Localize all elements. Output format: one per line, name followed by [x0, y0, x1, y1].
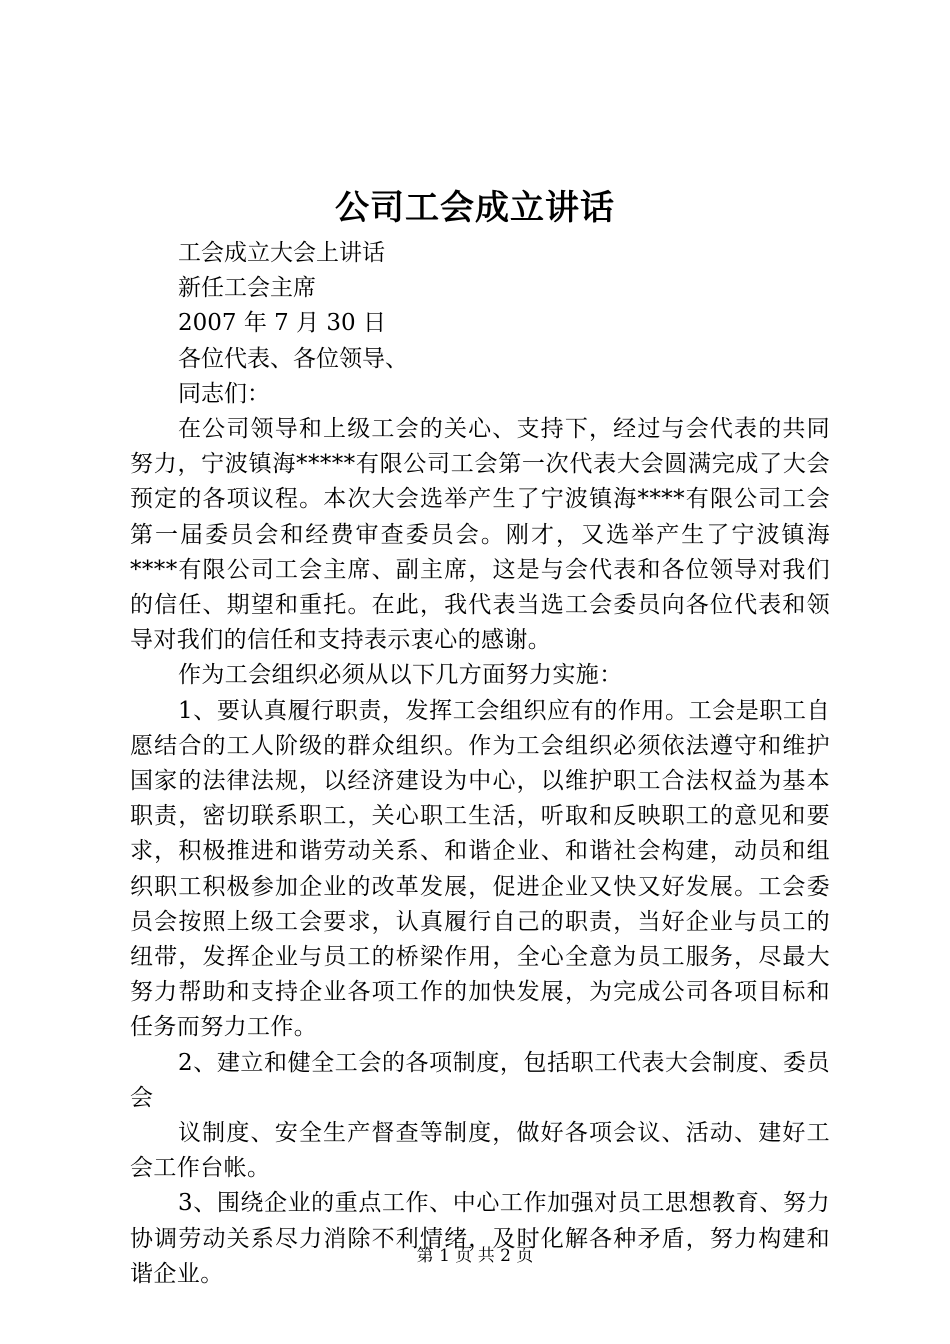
- paragraph-opening: 在公司领导和上级工会的关心、支持下，经过与会代表的共同努力，宁波镇海*****有限公司工会第一次代表大会圆满完成了大会预定的各项议程。本次大会选举产生了宁波镇海****有限公司工会第一届委员会和经费审查委员会。刚才，又选举产生了宁波镇海****有限公司工会主席、副主席，这是与会代表和各位领导对我们的信任、期望和重托。在此，我代表当选工会委员向各位代表和领导对我们的信任和支持表示衷心的感谢。: [130, 416, 830, 654]
- paragraph-intro-points: 作为工会组织必须从以下几方面努力实施：: [178, 662, 623, 689]
- paragraph-point-2: 2、建立和健全工会的各项制度，包括职工代表大会制度、委员会: [130, 1049, 830, 1111]
- paragraph-point-1: 1、要认真履行职责，发挥工会组织应有的作用。工会是职工自愿结合的工人阶级的群众组织。作为工会组织必须依法遵守和维护国家的法律法规，以经济建设为中心，以维护职工合法权益为基本职责，密切联系职工，关心职工生活，听取和反映职工的意见和要求，积极推进和谐劳动关系、和谐企业、和谐社会构建，动员和组织职工积极参加企业的改革发展，促进企业又快又好发展。工会委员会按照上级工会要求，认真履行自己的职责，当好企业与员工的纽带，发挥企业与员工的桥梁作用，全心全意为员工服务，尽最大努力帮助和支持企业各项工作的加快发展，为完成公司各项目标和任务而努力工作。: [130, 697, 830, 1041]
- page-footer: 第 1 页 共 2 页: [416, 1246, 534, 1266]
- paragraph-point-2-continued: 议制度、安全生产督查等制度，做好各项会议、活动、建好工会工作台帐。: [130, 1120, 830, 1182]
- paragraph-point-3: 3、围绕企业的重点工作、中心工作加强对员工思想教育、努力协调劳动关系尽力消除不利情绪，及时化解各种矛盾，努力构建和谐企业。: [130, 1190, 830, 1287]
- document-title: 公司工会成立讲话: [335, 188, 615, 228]
- header-line-comrades: 同志们：: [178, 380, 270, 407]
- header-line-salutation: 各位代表、各位领导、: [178, 345, 408, 372]
- header-line-date: 2007 年 7 月 30 日: [178, 310, 386, 337]
- header-line-meeting: 工会成立大会上讲话: [178, 240, 385, 266]
- document-body: [130, 236, 830, 1292]
- header-line-speaker: 新任工会主席: [178, 275, 316, 302]
